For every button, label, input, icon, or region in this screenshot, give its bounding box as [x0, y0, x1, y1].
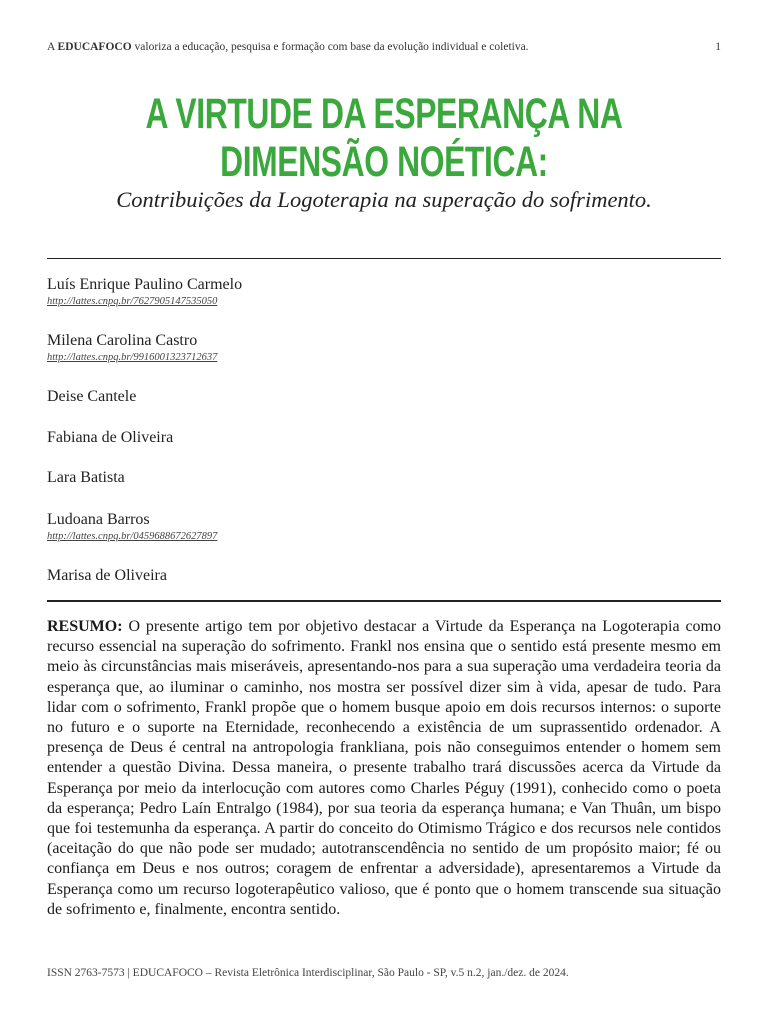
author-name: Lara Batista — [47, 469, 125, 486]
page-number: 1 — [715, 41, 721, 53]
footer-citation: ISSN 2763-7573 | EDUCAFOCO – Revista Eletrônica Interdisciplinar, São Paulo - SP, v.5 n.2, jan./dez. de 2024. — [47, 967, 569, 979]
header-brand: EDUCAFOCO — [57, 41, 132, 53]
author-name: Deise Cantele — [47, 388, 137, 405]
author-lattes-link[interactable]: http://lattes.cnpq.br/0459688672627897 — [47, 531, 218, 542]
abstract-label: RESUMO: — [47, 618, 123, 635]
author-6 — [47, 510, 217, 544]
author-7 — [47, 566, 167, 586]
article-subtitle: Contribuições da Logoterapia na superação do sofrimento. — [116, 187, 652, 212]
author-5 — [47, 468, 125, 488]
author-3 — [47, 387, 136, 407]
running-header — [47, 41, 721, 53]
author-1 — [47, 275, 242, 309]
author-4 — [47, 428, 173, 448]
author-name: Fabiana de Oliveira — [47, 429, 174, 446]
author-lattes-link[interactable]: http://lattes.cnpq.br/7627905147535050 — [47, 296, 218, 307]
author-name: Milena Carolina Castro — [47, 332, 198, 349]
author-name: Luís Enrique Paulino Carmelo — [47, 276, 243, 293]
author-name: Marisa de Oliveira — [47, 567, 167, 584]
divider-abstract — [47, 600, 721, 602]
article-title — [100, 90, 668, 186]
author-name: Ludoana Barros — [47, 511, 150, 528]
author-lattes-link[interactable]: http://lattes.cnpq.br/9916001323712637 — [47, 352, 218, 363]
abstract — [47, 617, 721, 920]
header-text: A EDUCAFOCO valoriza a educação, pesquisa e formação com base da evolução individual e coletiva. — [47, 41, 529, 53]
title-line-2: DIMENSÃO NOÉTICA: — [220, 138, 548, 186]
author-2 — [47, 331, 217, 365]
divider-top — [47, 258, 721, 259]
title-line-1: A VIRTUDE DA ESPERANÇA NA — [145, 90, 623, 138]
abstract-text: O presente artigo tem por objetivo destacar a Virtude da Esperança na Logoterapia como recurso essencial na superação do sofrimento. Frankl nos ensina que o sentido está presente mesmo em meio às circunstâncias mais miseráveis, apresentando-nos para a sua superação uma verdadeira teoria da esperança que, ao iluminar o caminho, nos mostra ser possível dizer sim à vida, apesar de tudo. Para lidar com o sofrimento, Frankl propõe que o homem busque apoio em dois recursos internos: o suporte no futuro e o suporte na Eternidade, reconhecendo a existência de um suprassentido ordenador. A presença de Deus é central na antropologia frankliana, pois não conseguimos entender o homem sem entender a questão Divina. Dessa maneira, o presente trabalho trará discussões acerca da Virtude da Esperança por meio da interlocução com autores como Charles Péguy (1991), conhecido como o poeta da esperança; Pedro Laín Entralgo (1984), por sua teoria da esperança humana; e Van Thuân, um bispo que foi testemunha da esperança. A partir do conceito do Otimismo Trágico e dos recursos nele contidos (aceitação do que não pode ser mudado; autotranscendência no sentido de um propósito maior; fé ou confiança em Deus e nos outros; coragem de enfrentar a adversidade), apresentaremos a Virtude da Esperança como um recurso logoterapêutico valioso, que é ponto que o homem transcende sua situação de sofrimento e, finalmente, encontra sentido. — [47, 618, 721, 918]
